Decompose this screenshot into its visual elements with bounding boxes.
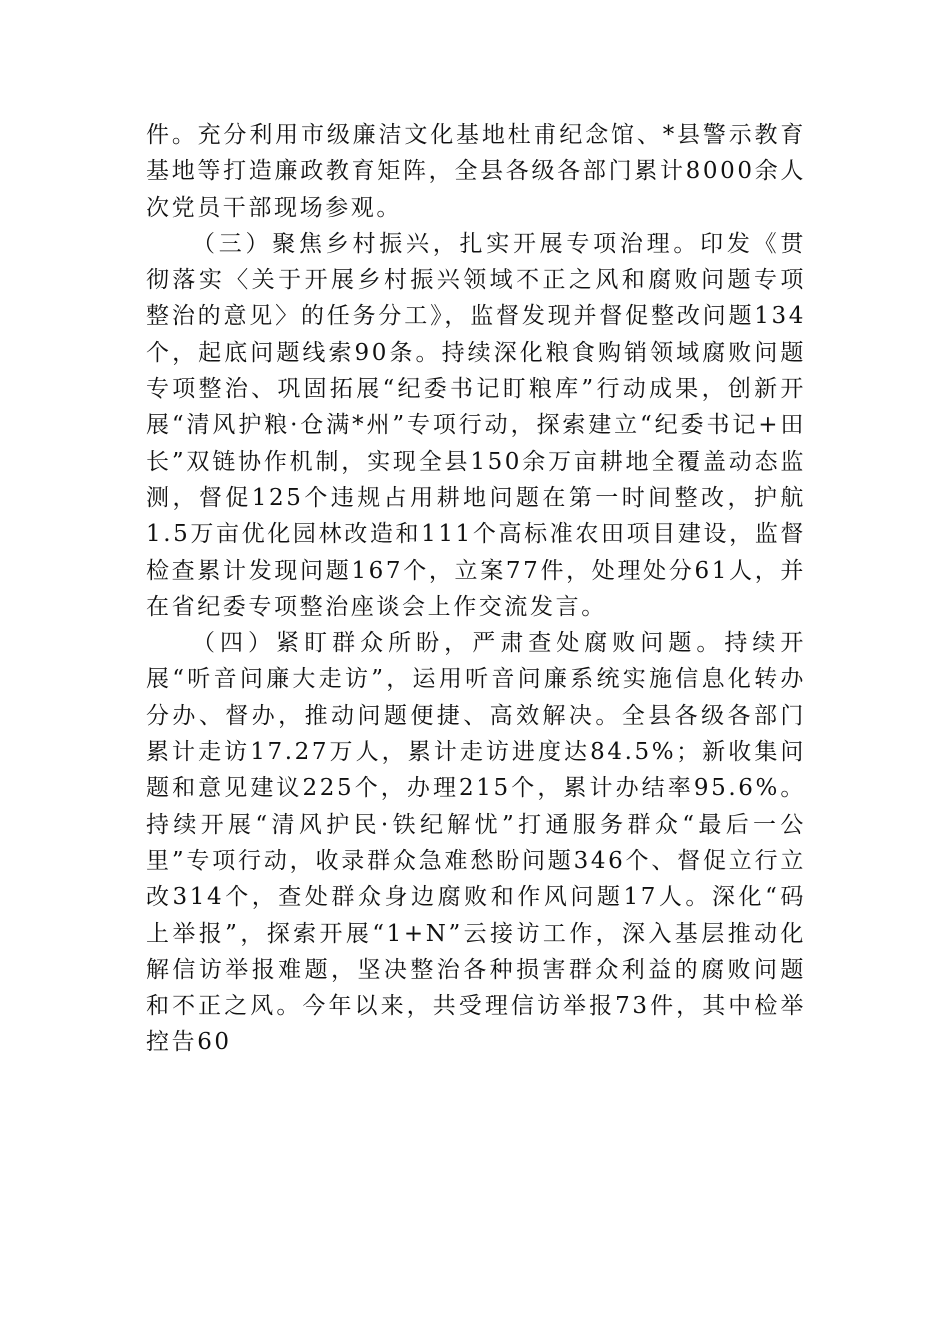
paragraph-section-three: （三）聚焦乡村振兴，扎实开展专项治理。印发《贯彻落实〈关于开展乡村振兴领域不正之风和腐败问题专项整治的意见〉的任务分工》，监督发现并督促整改问题134个，起底问题线索90条。持续深化粮食购销领域腐败问题专项整治、巩固拓展“纪委书记盯粮库”行动成果，创新开展“清风护粮·仓满*州”专项行动，探索建立“纪委书记+田长”双链协作机制，实现全县150余万亩耕地全覆盖动态监测，督促125个违规占用耕地问题在第一时间整改，护航1.5万亩优化园林改造和111个高标准农田项目建设，监督检查累计发现问题167个，立案77件，处理处分61人，并在省纪委专项整治座谈会上作交流发言。 xyxy=(146,230,806,620)
paragraph-1: 件。充分利用市级廉洁文化基地杜甫纪念馆、*县警示教育基地等打造廉政教育矩阵，全县各级各部门累计8000余人次党员干部现场参观。 xyxy=(146,122,806,221)
document-body xyxy=(146,117,806,1061)
paragraph-section-four: （四）紧盯群众所盼，严肃查处腐败问题。持续开展“听音问廉大走访”，运用听音问廉系统实施信息化转办分办、督办，推动问题便捷、高效解决。全县各级各部门累计走访17.27万人，累计走访进度达84.5%；新收集问题和意见建议225个，办理215个，累计办结率95.6%。持续开展“清风护民·铁纪解忧”打通服务群众“最后一公里”专项行动，收录群众急难愁盼问题346个、督促立行立改314个，查处群众身边腐败和作风问题17人。深化“码上举报”，探索开展“1+N”云接访工作，深入基层推动化解信访举报难题，坚决整治各种损害群众利益的腐败问题和不正之风。今年以来，共受理信访举报73件，其中检举控告60 xyxy=(146,630,806,1056)
